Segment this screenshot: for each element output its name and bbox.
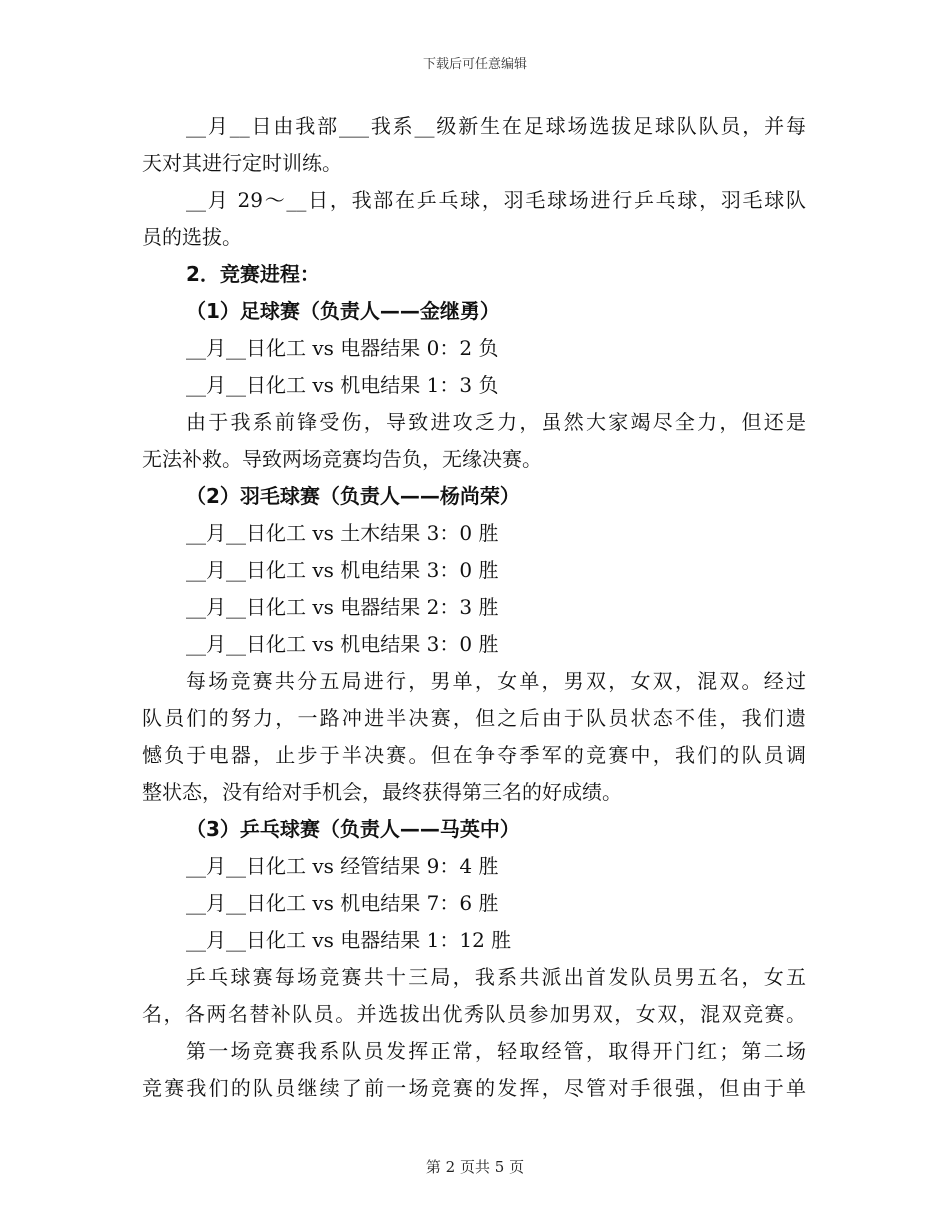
body-line-17: 队员们的努力，一路冲进半决赛，但之后由于队员状态不佳，我们遗 [142, 706, 806, 730]
section-heading-race-progress: 2．竞赛进程： [186, 262, 320, 286]
result-table-tennis-3: __月__日化工 vs 电器结果 1：12 胜 [186, 928, 512, 952]
body-line-9: 由于我系前锋受伤，导致进攻乏力，虽然大家竭尽全力，但还是 [186, 410, 806, 434]
body-line-3: __月 29～__日，我部在乒乓球，羽毛球场进行乒乓球，羽毛球队 [186, 188, 806, 212]
body-line-19: 整状态，没有给对手机会，最终获得第三名的好成绩。 [142, 780, 622, 804]
body-line-26: 第一场竞赛我系队员发挥正常，轻取经管，取得开门红；第二场 [186, 1039, 806, 1063]
body-line-1: __月__日由我部___我系__级新生在足球场选拔足球队队员，并每 [186, 114, 806, 138]
body-line-18: 憾负于电器，止步于半决赛。但在争夺季军的竞赛中，我们的队员调 [142, 743, 806, 767]
body-line-24: 乒乓球赛每场竞赛共十三局，我系共派出首发队员男五名，女五 [186, 965, 806, 989]
result-football-2: __月__日化工 vs 机电结果 1：3 负 [186, 373, 499, 397]
body-line-2: 天对其进行定时训练。 [142, 151, 342, 175]
body-line-10: 无法补救。导致两场竞赛均告负，无缘决赛。 [142, 447, 542, 471]
result-badminton-3: __月__日化工 vs 电器结果 2：3 胜 [186, 595, 499, 619]
result-football-1: __月__日化工 vs 电器结果 0：2 负 [186, 336, 499, 360]
body-line-4: 员的选拔。 [142, 225, 242, 249]
body-line-16: 每场竞赛共分五局进行，男单，女单，男双，女双，混双。经过 [186, 669, 806, 693]
page-header: 下载后可任意编辑 [422, 57, 527, 72]
body-line-27: 竞赛我们的队员继续了前一场竞赛的发挥，尽管对手很强，但由于单 [142, 1076, 806, 1100]
page-footer: 第 2 页共 5 页 [425, 1158, 525, 1176]
result-badminton-2: __月__日化工 vs 机电结果 3：0 胜 [186, 558, 499, 582]
result-badminton-4: __月__日化工 vs 机电结果 3：0 胜 [186, 632, 499, 656]
result-table-tennis-1: __月__日化工 vs 经管结果 9：4 胜 [186, 854, 499, 878]
result-badminton-1: __月__日化工 vs 土木结果 3：0 胜 [186, 521, 499, 545]
body-line-25: 名，各两名替补队员。并选拔出优秀队员参加男双，女双，混双竞赛。 [142, 1002, 806, 1026]
document-body [142, 108, 806, 1107]
result-table-tennis-2: __月__日化工 vs 机电结果 7：6 胜 [186, 891, 499, 915]
subheading-table-tennis: （3）乒乓球赛（负责人——马英中） [186, 817, 520, 841]
subheading-badminton: （2）羽毛球赛（负责人——杨尚荣） [186, 484, 520, 508]
subheading-football: （1）足球赛（负责人——金继勇） [186, 299, 500, 323]
